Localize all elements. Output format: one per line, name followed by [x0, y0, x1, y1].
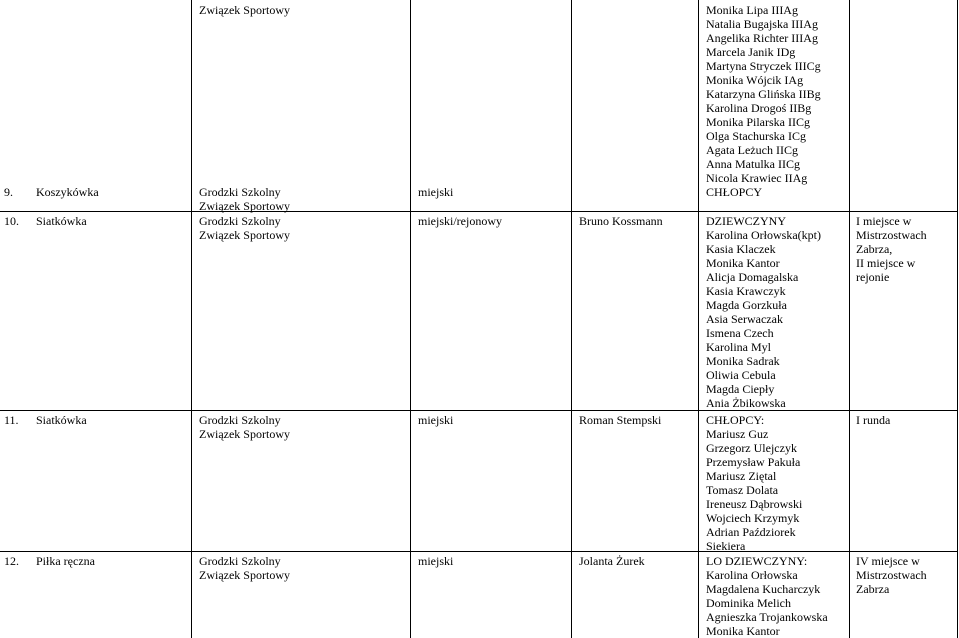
list-item: Ireneusz Dąbrowski	[706, 497, 803, 511]
participants-list	[706, 3, 821, 185]
organizer-cell: Grodzki Szkolny Związek Sportowy	[199, 413, 290, 441]
list-item: Adrian Paździorek	[706, 525, 796, 539]
list-item: Monika Wójcik IAg	[706, 73, 804, 87]
row-border	[0, 551, 958, 552]
result-cell: IV miejsce w Mistrzostwach Zabrza	[856, 554, 927, 596]
list-item: LO DZIEWCZYNY:	[706, 554, 808, 568]
column-border	[849, 0, 850, 638]
list-item: Przemysław Pakuła	[706, 455, 801, 469]
row-number: 9.	[4, 185, 13, 199]
list-item: Siekiera	[706, 539, 746, 553]
participants-list	[706, 185, 762, 199]
row-number: 10.	[4, 214, 19, 228]
list-item: CHŁOPCY	[706, 185, 763, 199]
competition-level: miejski/rejonowy	[418, 214, 502, 228]
list-item: Monika Lipa IIIAg	[706, 3, 798, 17]
list-item: Natalia Bugajska IIIAg	[706, 17, 818, 31]
column-border	[410, 0, 411, 638]
list-item: Monika Kantor	[706, 624, 780, 638]
list-item: Mariusz Ziętal	[706, 469, 777, 483]
discipline: Siatkówka	[36, 413, 87, 427]
organizer-cell: Grodzki Szkolny Związek Sportowy	[199, 214, 290, 242]
list-item: Kasia Krawczyk	[706, 284, 786, 298]
list-item: Mariusz Guz	[706, 427, 769, 441]
list-item: Karolina Orłowska	[706, 568, 798, 582]
list-item: CHŁOPCY:	[706, 413, 765, 427]
competition-level: miejski	[418, 185, 454, 199]
organizer-cell: Związek Sportowy	[199, 3, 290, 17]
row-number: 11.	[4, 413, 19, 427]
coach-name: Bruno Kossmann	[579, 214, 663, 228]
list-item: Martyna Stryczek IIICg	[706, 59, 821, 73]
list-item: Monika Pilarska IICg	[706, 115, 810, 129]
list-item: Tomasz Dolata	[706, 483, 779, 497]
list-item: Alicja Domagalska	[706, 270, 799, 284]
organizer-cell: Grodzki Szkolny Związek Sportowy	[199, 554, 290, 582]
list-item: Angelika Richter IIIAg	[706, 31, 818, 45]
list-item: Monika Sadrak	[706, 354, 780, 368]
list-item: Magda Gorzkuła	[706, 298, 787, 312]
column-border	[191, 0, 192, 638]
list-item: Agata Leżuch IICg	[706, 143, 798, 157]
participants-list	[706, 413, 802, 553]
participants-list	[706, 214, 821, 410]
row-number: 12.	[4, 554, 19, 568]
list-item: Nicola Krawiec IIAg	[706, 171, 808, 185]
list-item: DZIEWCZYNY	[706, 214, 786, 228]
coach-name: Roman Stempski	[579, 413, 662, 427]
list-item: Katarzyna Glińska IIBg	[706, 87, 821, 101]
discipline: Siatkówka	[36, 214, 87, 228]
competition-level: miejski	[418, 413, 454, 427]
coach-name: Jolanta Żurek	[579, 554, 645, 568]
discipline: Piłka ręczna	[36, 554, 95, 568]
column-border	[698, 0, 699, 638]
list-item: Karolina Myl	[706, 340, 771, 354]
column-border	[957, 0, 958, 638]
list-item: Ismena Czech	[706, 326, 774, 340]
list-item: Magda Ciepły	[706, 382, 775, 396]
discipline: Koszykówka	[36, 185, 99, 199]
list-item: Magdalena Kucharczyk	[706, 582, 821, 596]
list-item: Marcela Janik IDg	[706, 45, 796, 59]
list-item: Agnieszka Trojankowska	[706, 610, 828, 624]
row-border	[0, 211, 958, 212]
list-item: Olga Stachurska ICg	[706, 129, 806, 143]
list-item: Ania Żbikowska	[706, 396, 786, 410]
list-item: Grzegorz Ulejczyk	[706, 441, 797, 455]
row-border	[0, 410, 958, 411]
list-item: Karolina Drogoś IIBg	[706, 101, 812, 115]
result-cell: I miejsce w Mistrzostwach Zabrza, II miejsce w rejonie	[856, 214, 927, 284]
column-border	[571, 0, 572, 638]
list-item: Oliwia Cebula	[706, 368, 776, 382]
list-item: Asia Serwaczak	[706, 312, 783, 326]
list-item: Anna Matulka IICg	[706, 157, 800, 171]
organizer-cell: Grodzki Szkolny Związek Sportowy	[199, 185, 290, 213]
list-item: Kasia Klaczek	[706, 242, 776, 256]
list-item: Monika Kantor	[706, 256, 780, 270]
list-item: Wojciech Krzymyk	[706, 511, 800, 525]
result-cell: I runda	[856, 413, 891, 427]
list-item: Dominika Melich	[706, 596, 791, 610]
list-item: Karolina Orłowska(kpt)	[706, 228, 821, 242]
participants-list	[706, 554, 828, 638]
competition-level: miejski	[418, 554, 454, 568]
